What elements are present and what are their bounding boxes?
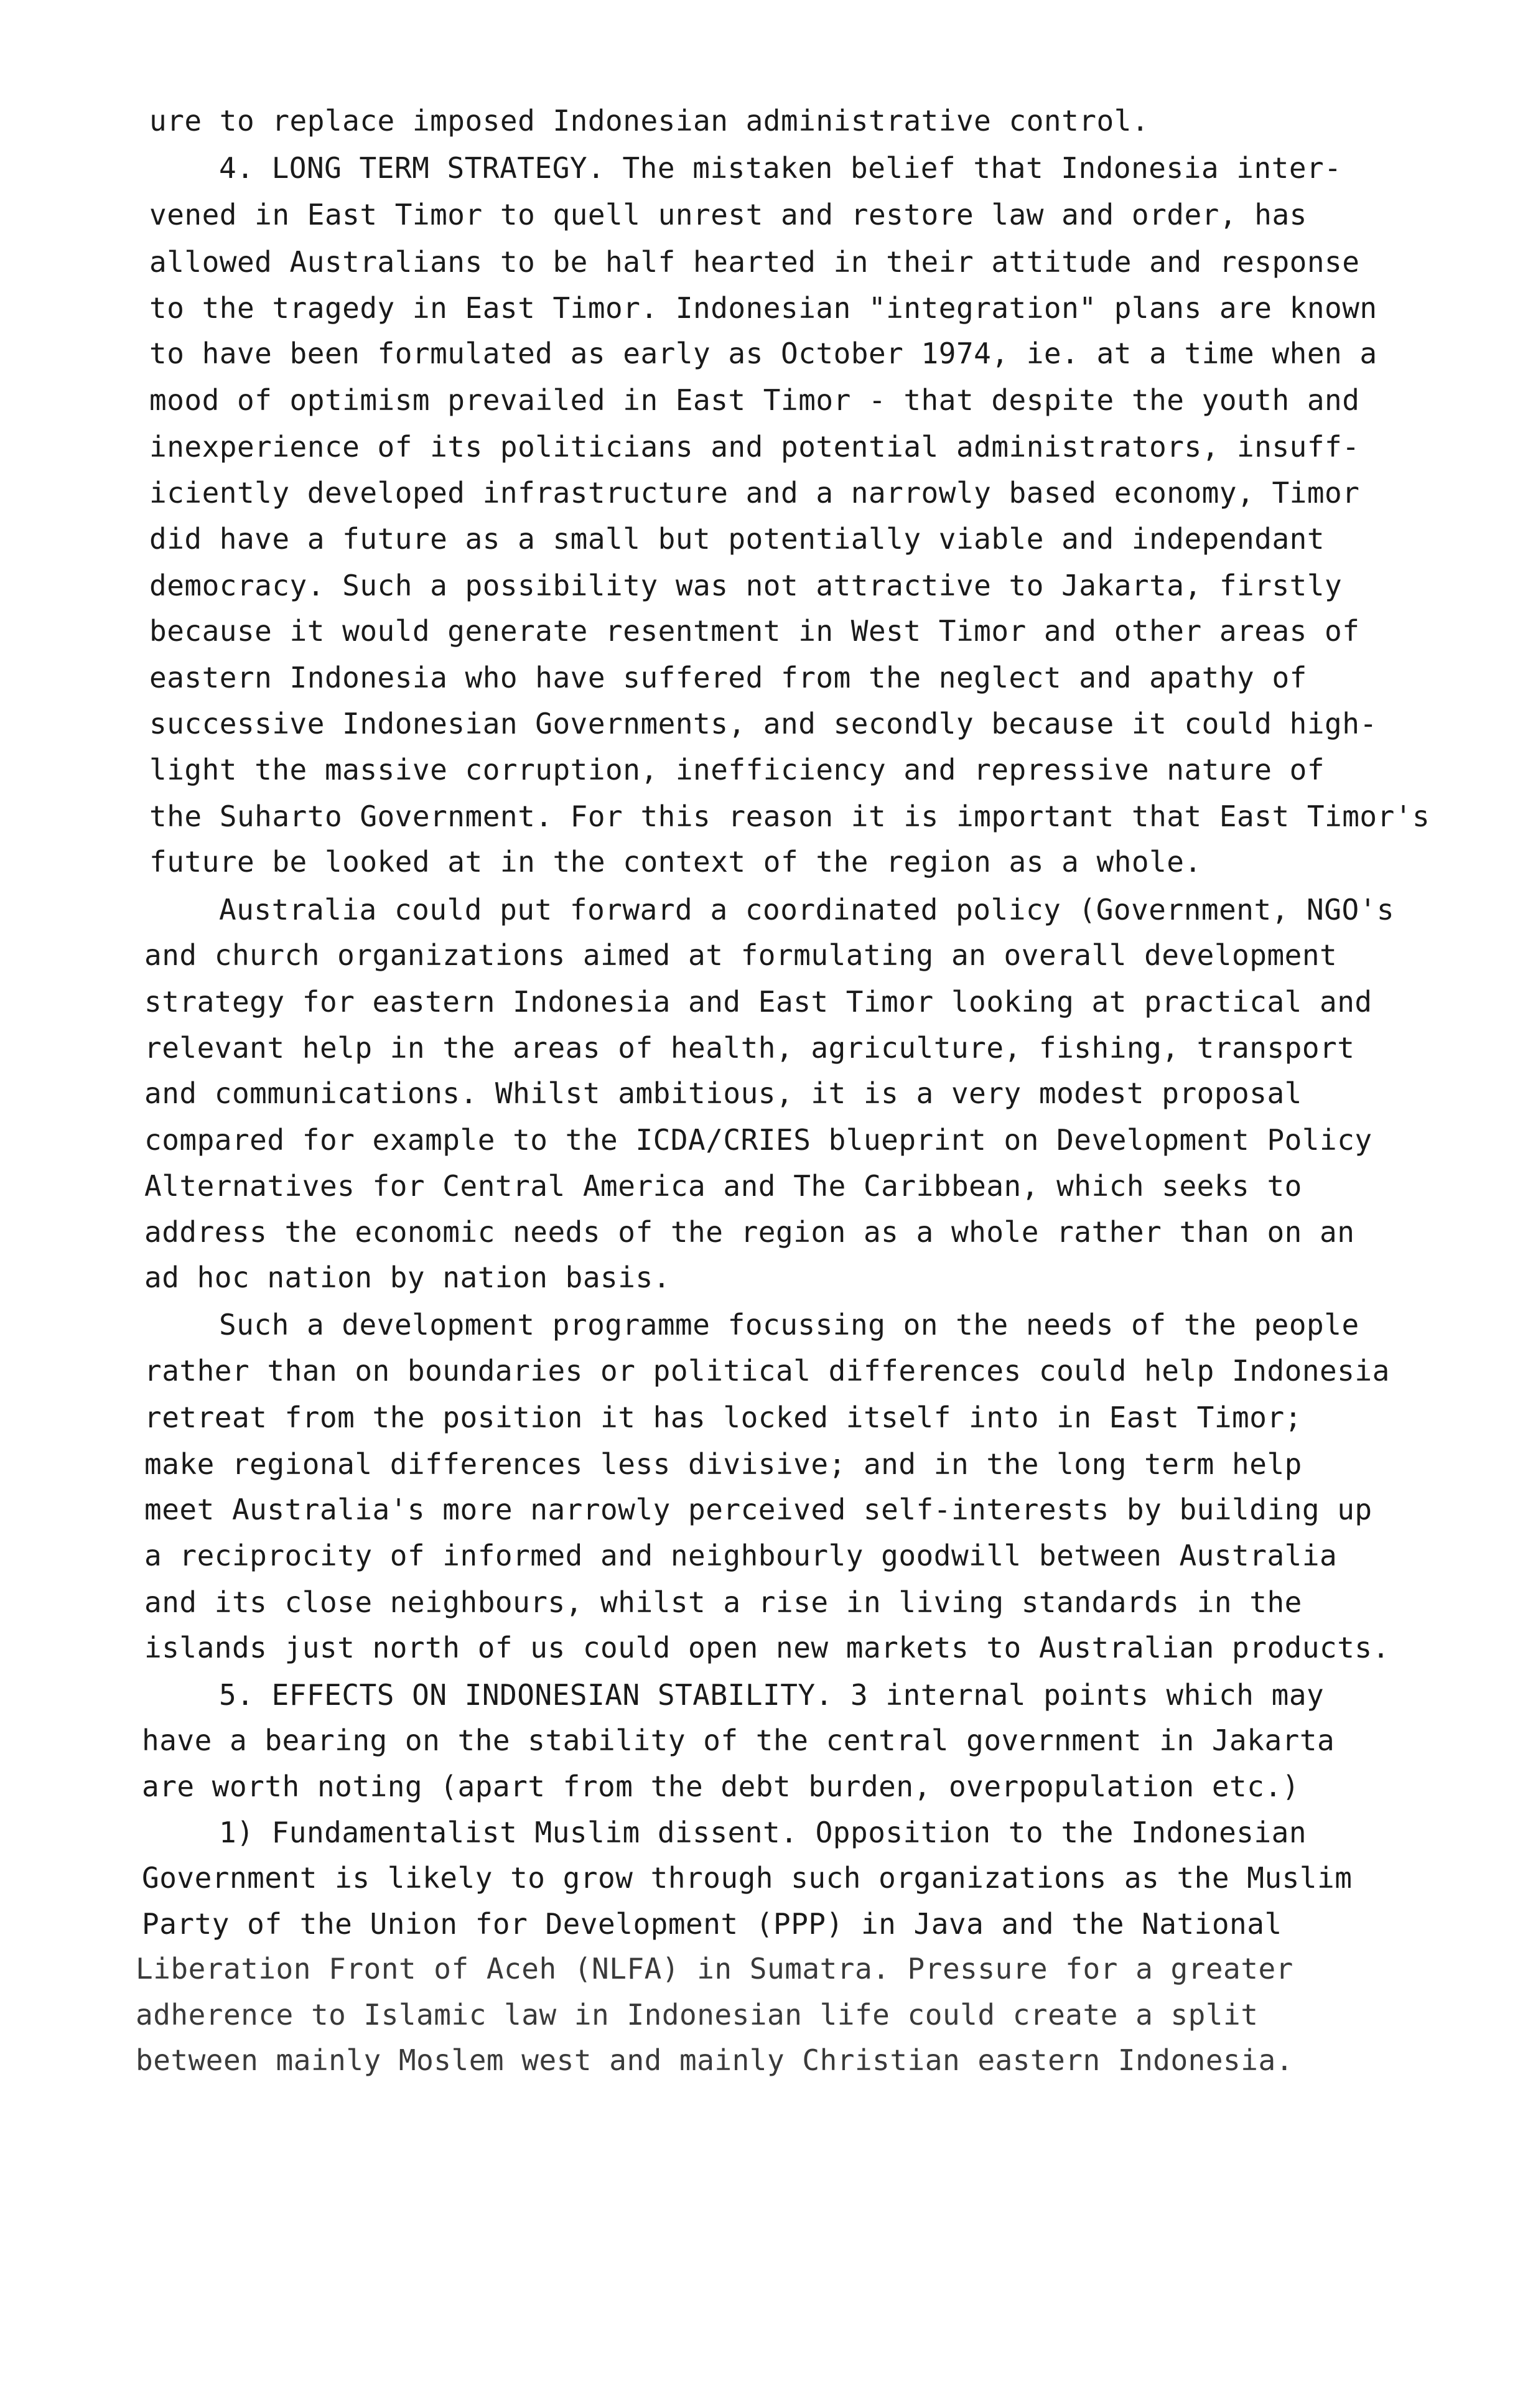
text-line: future be looked at in the context of the region as a whole. xyxy=(149,845,1202,879)
text-line: 4. LONG TERM STRATEGY. The mistaken belief that Indonesia inter- xyxy=(219,151,1342,185)
text-line: mood of optimism prevailed in East Timor - that despite the youth and xyxy=(149,383,1360,417)
text-line: ure to replace imposed Indonesian administrative control. xyxy=(149,104,1150,138)
text-line: did have a future as a small but potentially viable and independant xyxy=(149,522,1325,556)
text-line: are worth noting (apart from the debt burden, overpopulation etc.) xyxy=(142,1770,1300,1803)
text-line: Party of the Union for Development (PPP) in Java and the National xyxy=(142,1907,1282,1941)
text-line: 5. EFFECTS ON INDONESIAN STABILITY. 3 internal points which may xyxy=(219,1678,1325,1712)
text-line: because it would generate resentment in West Timor and other areas of xyxy=(149,614,1360,648)
text-line: and its close neighbours, whilst a rise in living standards in the xyxy=(144,1585,1302,1619)
text-line: between mainly Moslem west and mainly Christian eastern Indonesia. xyxy=(136,2043,1293,2077)
text-line: democracy. Such a possibility was not attractive to Jakarta, firstly xyxy=(149,569,1343,602)
text-line: ad hoc nation by nation basis. xyxy=(144,1261,671,1294)
text-line: address the economic needs of the region as a whole rather than on an xyxy=(144,1215,1355,1249)
text-line: inexperience of its politicians and potential administrators, insuff- xyxy=(149,430,1360,464)
text-line: iciently developed infrastructure and a narrowly based economy, Timor xyxy=(149,476,1360,510)
text-line: eastern Indonesia who have suffered from the neglect and apathy of xyxy=(149,661,1307,694)
text-line: and church organizations aimed at formulating an overall development xyxy=(144,938,1338,972)
text-line: successive Indonesian Governments, and secondly because it could high- xyxy=(149,707,1377,740)
text-line: light the massive corruption, inefficiency and repressive nature of xyxy=(149,753,1325,786)
text-line: to the tragedy in East Timor. Indonesian "integration" plans are known xyxy=(149,291,1377,325)
text-line: meet Australia's more narrowly perceived self-interests by building up xyxy=(144,1493,1372,1526)
text-line: Liberation Front of Aceh (NLFA) in Sumatra. Pressure for a greater xyxy=(136,1952,1293,1986)
text-line: rather than on boundaries or political differences could help Indonesia xyxy=(144,1354,1390,1388)
text-line: vened in East Timor to quell unrest and restore law and order, has xyxy=(149,198,1307,231)
text-line: to have been formulated as early as October 1974, ie. at a time when a xyxy=(149,337,1377,370)
text-line: Government is likely to grow through such organizations as the Muslim xyxy=(142,1861,1353,1895)
text-line: islands just north of us could open new markets to Australian products. xyxy=(144,1631,1390,1664)
text-line: strategy for eastern Indonesia and East Timor looking at practical and xyxy=(144,985,1372,1019)
text-line: a reciprocity of informed and neighbourly goodwill between Australia xyxy=(144,1539,1338,1572)
text-line: Alternatives for Central America and The Caribbean, which seeks to xyxy=(144,1169,1302,1203)
text-line: relevant help in the areas of health, agriculture, fishing, transport xyxy=(144,1031,1355,1065)
text-line: Such a development programme focussing on the needs of the people xyxy=(219,1308,1359,1342)
text-line: retreat from the position it has locked itself into in East Timor; xyxy=(144,1401,1302,1434)
text-line: allowed Australians to be half hearted in their attitude and response xyxy=(149,245,1360,279)
text-line: the Suharto Government. For this reason it is important that East Timor's xyxy=(149,800,1430,833)
text-line: adherence to Islamic law in Indonesian life could create a split xyxy=(136,1998,1259,2032)
text-line: Australia could put forward a coordinated policy (Government, NGO's xyxy=(219,893,1395,926)
text-line: and communications. Whilst ambitious, it is a very modest proposal xyxy=(144,1076,1302,1110)
text-line: have a bearing on the stability of the central government in Jakarta xyxy=(142,1724,1335,1757)
text-line: make regional differences less divisive; and in the long term help xyxy=(144,1447,1302,1481)
text-line: compared for example to the ICDA/CRIES blueprint on Development Policy xyxy=(144,1123,1372,1157)
text-line: 1) Fundamentalist Muslim dissent. Opposition to the Indonesian xyxy=(219,1816,1307,1849)
